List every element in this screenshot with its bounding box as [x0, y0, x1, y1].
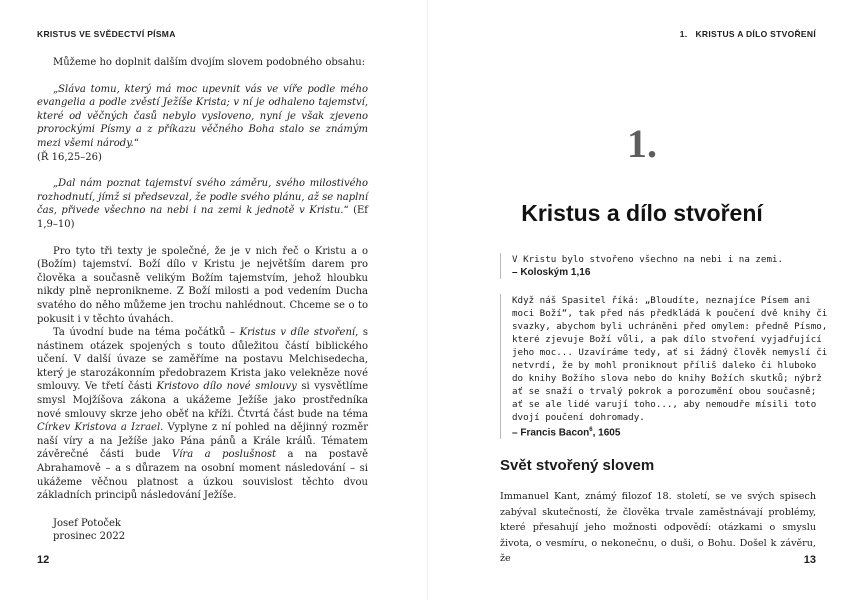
epigraph-source: – Koloským 1,16 — [512, 267, 591, 278]
source-author: – Francis Bacon — [512, 427, 590, 439]
italic-title: Církev Kristova a Izrael — [37, 422, 161, 434]
page-number: 13 — [803, 554, 816, 566]
intro-line: Můžeme ho doplnit dalším dvojím slovem podobného obsahu: — [53, 57, 366, 68]
scripture-quote-ephesians — [37, 177, 368, 231]
text-run: , s nástinem otázek spojených s touto důležitou částí biblického učení. V další úvaze se zaměříme na postavu Melchisedecha, který je starozákonním předobrazem Krista jako velekněze nové smlouvy. Ve třetí části — [37, 327, 368, 393]
paragraph: Pro tyto tři texty je společné, že je v nich řeč o Kristu a o (Božím) tajemství. Boží dílo v Kristu je největším darem pro člověka a současně velikým Božím tajemstvím, jehož hloubku nikdy plně nepronikneme. Z Boží milosti a pod vedením Ducha svatého do něho můžeme jen trochu nahlédnout. Chceme se o to pokusit i v těchto úvahách. — [37, 245, 368, 325]
scripture-quote-romans — [37, 83, 368, 165]
source-year: , 1605 — [592, 427, 621, 439]
body-text — [37, 56, 368, 544]
epigraph-colossians — [500, 253, 832, 279]
right-page — [428, 0, 856, 600]
chapter-number: 1. — [627, 121, 657, 166]
italic-title: Víra a poslušnost — [172, 449, 277, 461]
italic-title: Kristovo dílo nové smlouvy — [156, 381, 297, 393]
quote-close-mark: “ — [133, 137, 139, 149]
quote-text: „Dal nám poznat tajemství svého záměru, svého milostivého rozhodnutí, jímž si předsevzal, že podle svého plánu, až se naplní čas, přivede všechno na nebi i na zemi k jednotě v Kristu. — [37, 178, 369, 217]
epigraph-bacon — [500, 294, 832, 439]
quote-reference: “ (Ef 1,9–10) — [37, 205, 368, 230]
epigraph-source — [512, 424, 832, 439]
signature — [37, 517, 368, 544]
quote-text: „Sláva tomu, který má moc upevnit vás ve víře podle mého evangelia a podle zvěstí Ježíše Krista; v ní je odhaleno tajemství, které od věčných časů nebylo vysloveno, nyní je však zjeveno prorockými Písmy a z příkazu věčného Boha stalo se známým mezi všemi národy. — [37, 83, 368, 149]
epigraph-text: Když náš Spasitel říká: „Bloudíte, neznajíce Písem ani moci Boží“, tak před nás předkládá k poučení dvě knihy či svazky, abychom byli uchráněni před omylem: předně Písmo, které zjevuje Boží vůli, a pak dílo stvoření vyjadřující jeho moc... Uzavíráme tedy, ať si žádný člověk nemyslí či netvrdí, že by mohl proniknout příliš daleko či hluboko do knihy Božího slova nebo do knihy Božích skutků; nýbrž ať se snaží o trvalý pokrok a porozumění obou současně; ať se ale lidé varují toho..., aby nemoudře mísili toto dvojí poučení dohromady. — [512, 295, 828, 423]
author-name: Josef Potoček — [53, 517, 121, 529]
text-run: si vysvětlíme smysl Mojžíšova zákona a ukážeme Ježíše jako prostředníka nové smlouvy skrze jeho oběť na kříži. Čtvrtá část bude na téma — [37, 381, 368, 420]
paragraph-outline — [37, 326, 368, 503]
italic-title: Kristus v díle stvoření — [239, 327, 356, 339]
page-number: 12 — [37, 554, 50, 566]
running-head: 1. KRISTUS A DÍLO STVOŘENÍ — [679, 29, 816, 39]
chapter-title: Kristus a dílo stvoření — [521, 200, 763, 226]
footnote-marker: 6 — [589, 427, 593, 433]
text-run: a na postavě Abrahamově – a s důrazem na osobní moment následování – si ukážeme věčnou platnost a úzkou souvislost těchto dvou základních principů následování Ježíše. — [37, 449, 368, 502]
quote-reference: (Ř 16,25–26) — [37, 151, 102, 163]
running-head: KRISTUS VE SVĚDECTVÍ PÍSMA — [37, 29, 176, 39]
section-paragraph: Immanuel Kant, známý filozof 18. století, se ve svých spisech zabýval skutečností, že člověka trvale zaměstnávají problémy, které přesahují jeho možnosti odpovědí: otázkami o smyslu života, o vesmíru, o nekonečnu, o duši, o Bohu. Došel k závěru, že — [500, 491, 816, 565]
text-run: . Vyplyne z ní pohled na dějinný rozměr naší víry a na Ježíše jako Pána pánů a Krále králů. Tématem závěrečné části bude — [37, 422, 368, 461]
section-heading: Svět stvořený slovem — [500, 457, 655, 474]
signature-date: prosinec 2022 — [53, 531, 126, 543]
epigraph-text: V Kristu bylo stvořeno všechno na nebi i na zemi. — [512, 254, 784, 265]
text-run: Ta úvodní bude na téma počátků – — [53, 327, 240, 339]
